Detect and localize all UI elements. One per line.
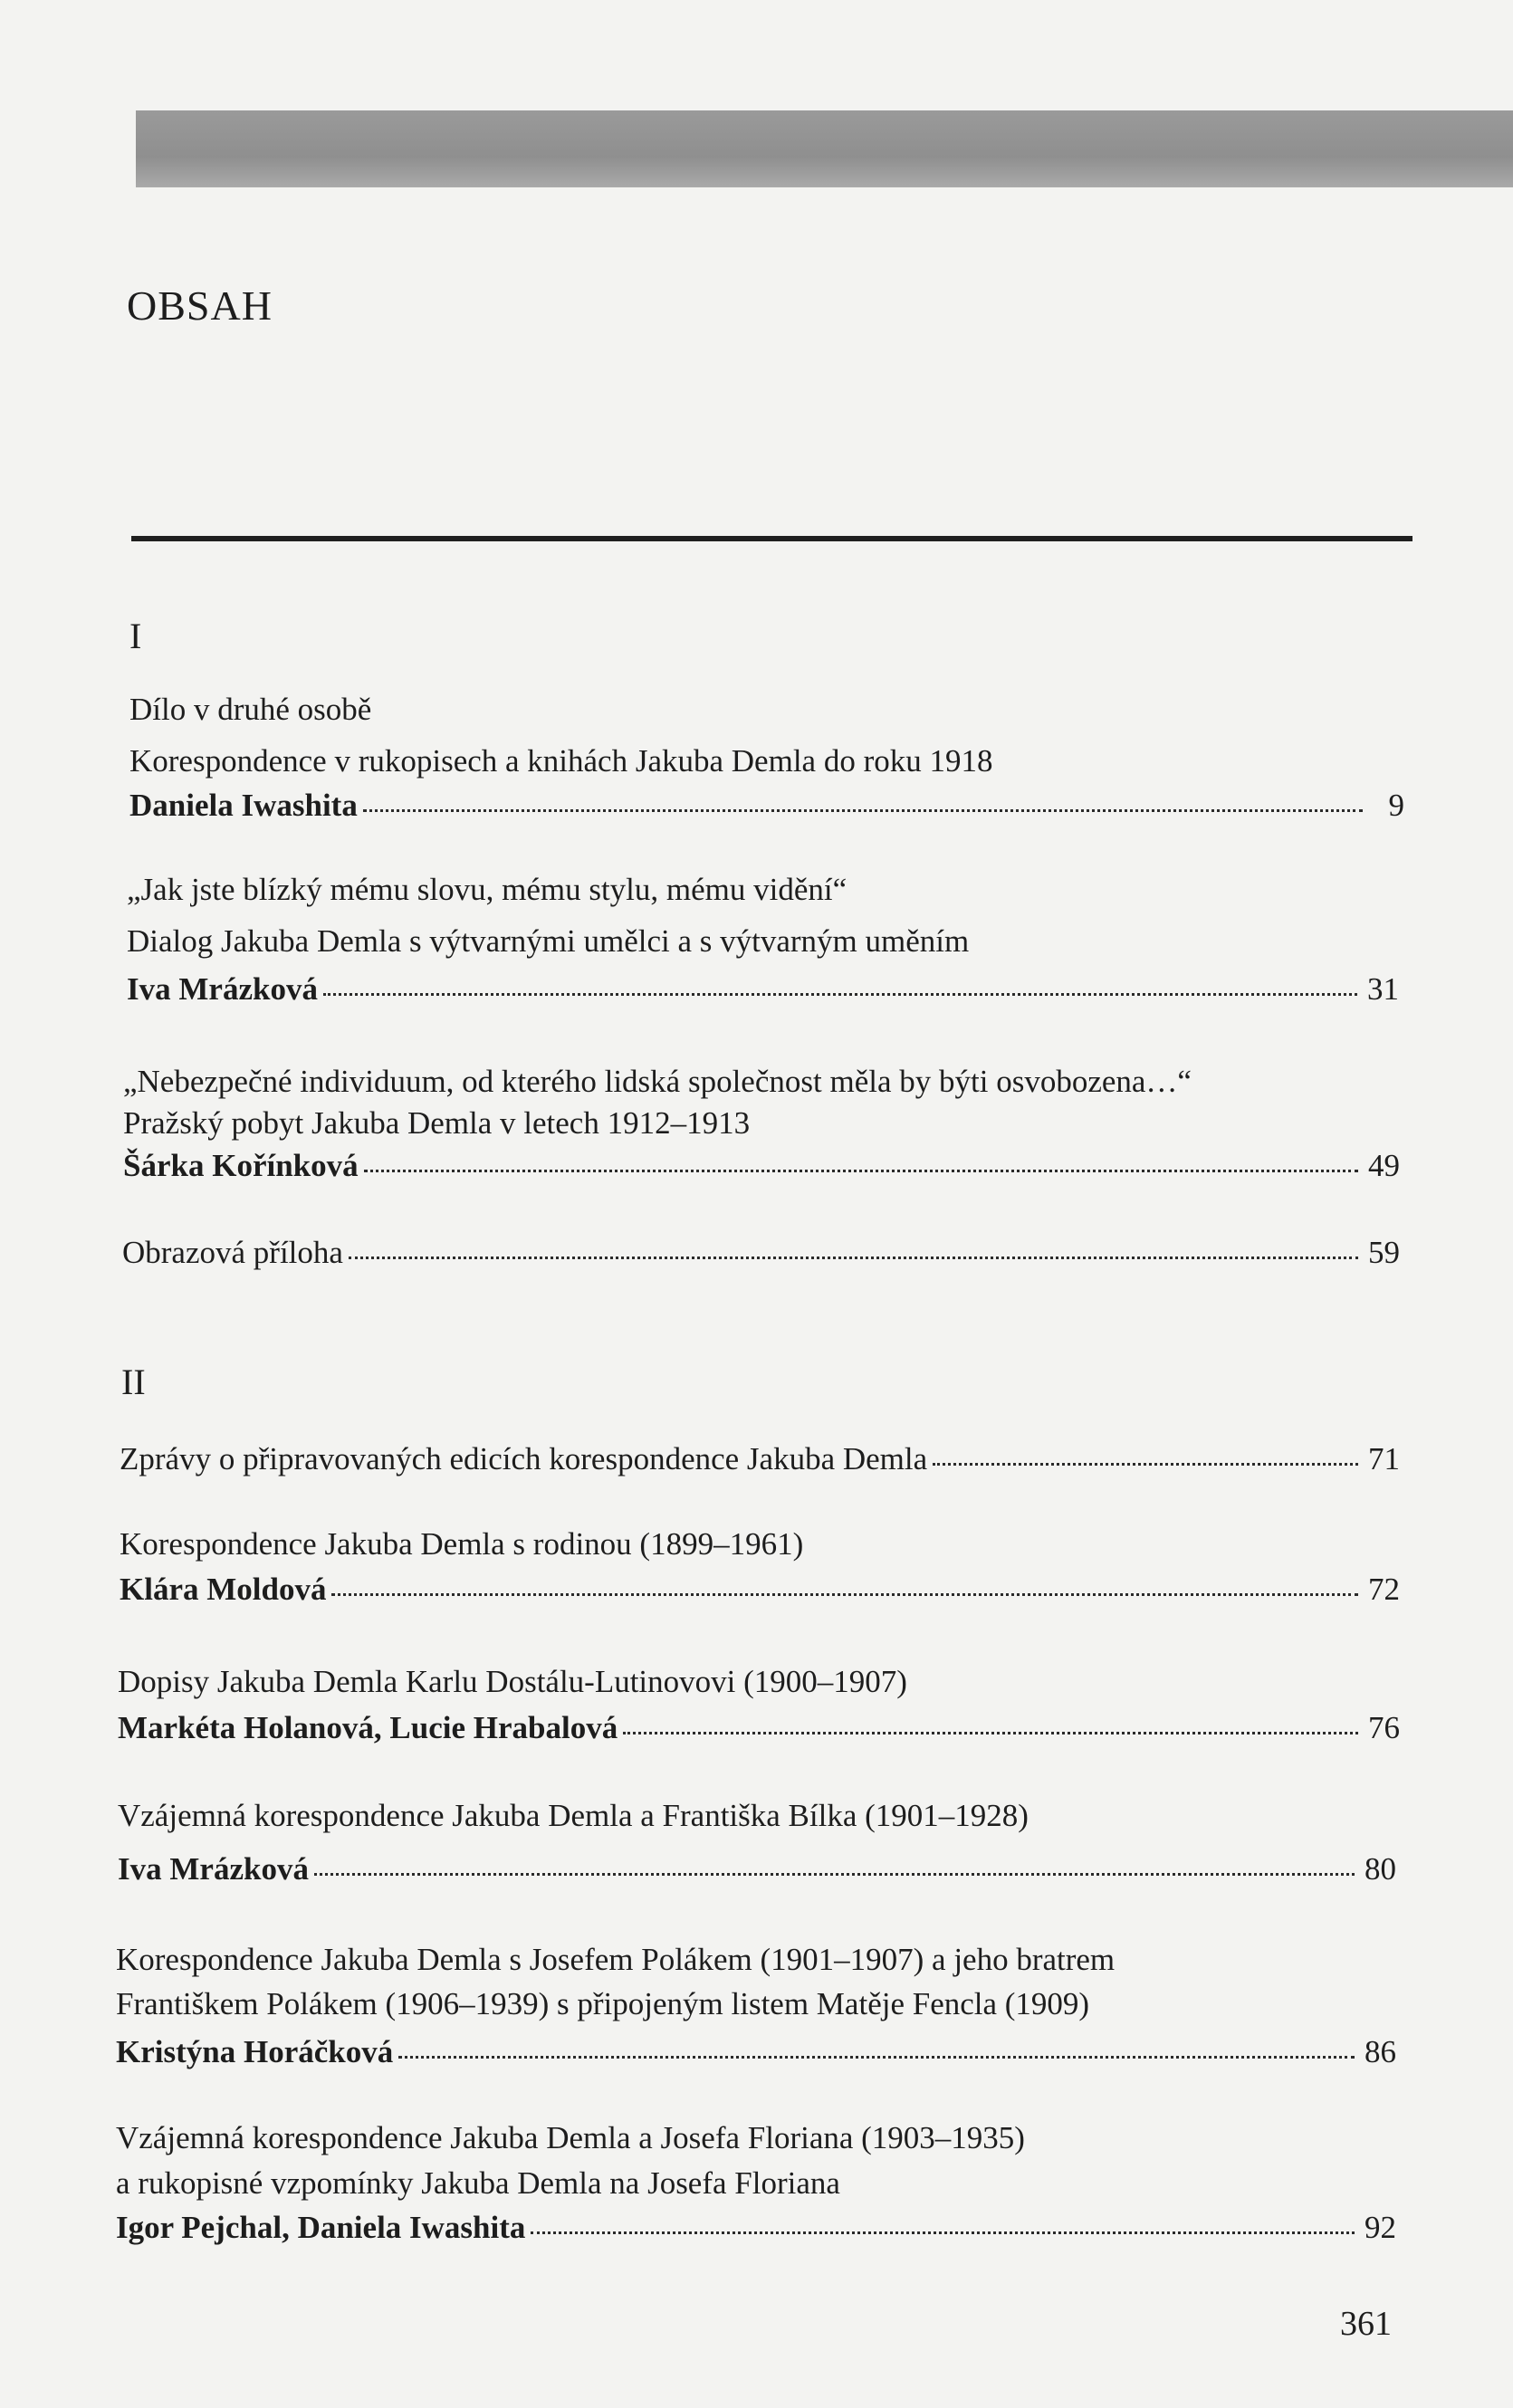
- page-number: 80: [1365, 1851, 1396, 1887]
- entry-title-line: Dialog Jakuba Demla s výtvarnými umělci a s výtvarným uměním: [127, 923, 970, 959]
- toc-entry-author[interactable]: [129, 789, 1404, 821]
- page-number: 72: [1368, 1572, 1400, 1607]
- page-number: 49: [1368, 1148, 1400, 1183]
- entry-title: Zprávy o připravovaných edicích korespondence Jakuba Demla: [120, 1441, 928, 1476]
- entry-title-line: Korespondence Jakuba Demla s Josefem Polákem (1901–1907) a jeho bratrem: [116, 1942, 1116, 1977]
- author-name: Iva Mrázková: [118, 1851, 309, 1887]
- entry-title-line: Pražský pobyt Jakuba Demla v letech 1912–1913: [123, 1105, 751, 1141]
- dot-leader: [398, 2056, 1355, 2059]
- toc-entry-author[interactable]: [116, 2212, 1396, 2243]
- page-number: 59: [1368, 1235, 1400, 1270]
- author-name: Šárka Kořínková: [123, 1148, 359, 1183]
- dot-leader: [531, 2231, 1355, 2234]
- dot-leader: [623, 1732, 1358, 1734]
- toc-entry-author[interactable]: [118, 1712, 1400, 1744]
- toc-entry[interactable]: [120, 1443, 1400, 1475]
- author-name: Klára Moldová: [120, 1572, 327, 1607]
- author-name: Igor Pejchal, Daniela Iwashita: [116, 2210, 526, 2245]
- page-folio: 361: [1340, 2305, 1392, 2343]
- entry-title-line: Korespondence v rukopisech a knihách Jakuba Demla do roku 1918: [129, 743, 993, 779]
- toc-entry-author[interactable]: [118, 1853, 1396, 1885]
- page-number: 71: [1368, 1441, 1400, 1476]
- toc-entry-author[interactable]: [116, 2036, 1396, 2068]
- entry-title-line: a rukopisné vzpomínky Jakuba Demla na Josefa Floriana: [116, 2165, 840, 2201]
- dot-leader: [314, 1873, 1355, 1876]
- author-name: Kristýna Horáčková: [116, 2034, 394, 2069]
- toc-entry[interactable]: [122, 1237, 1400, 1268]
- section-number: II: [121, 1362, 146, 1402]
- toc-entry-author[interactable]: [127, 973, 1399, 1005]
- page-number: 9: [1388, 788, 1404, 823]
- dot-leader: [323, 993, 1357, 996]
- bleed-through-band: [136, 110, 1513, 187]
- entry-title-line: Vzájemná korespondence Jakuba Demla a Josefa Floriana (1903–1935): [116, 2120, 1025, 2155]
- page-title: OBSAH: [127, 282, 273, 329]
- toc-entry-author[interactable]: [120, 1573, 1400, 1605]
- dot-leader: [331, 1593, 1358, 1596]
- dot-leader: [933, 1463, 1358, 1466]
- entry-title-line: Korespondence Jakuba Demla s rodinou (1899–1961): [120, 1526, 804, 1562]
- entry-title-line: Vzájemná korespondence Jakuba Demla a Františka Bílka (1901–1928): [118, 1798, 1029, 1833]
- toc-entry-author[interactable]: [123, 1150, 1400, 1181]
- page-number: 92: [1365, 2210, 1396, 2245]
- entry-title-line: Františkem Polákem (1906–1939) s připojeným listem Matěje Fencla (1909): [116, 1986, 1090, 2021]
- page-number: 76: [1368, 1710, 1400, 1745]
- entry-title-line: Dopisy Jakuba Demla Karlu Dostálu-Lutinovovi (1900–1907): [118, 1664, 907, 1699]
- author-name: Markéta Holanová, Lucie Hrabalová: [118, 1710, 618, 1745]
- page-number: 31: [1367, 971, 1399, 1007]
- section-number: I: [129, 616, 142, 656]
- dot-leader: [363, 809, 1363, 812]
- author-name: Daniela Iwashita: [129, 788, 358, 823]
- title-rule: [131, 536, 1412, 541]
- entry-title: Obrazová příloha: [122, 1235, 343, 1270]
- entry-title-line: „Nebezpečné individuum, od kterého lidská společnost měla by býti osvobozena…“: [123, 1064, 1192, 1099]
- page-number: 86: [1365, 2034, 1396, 2069]
- entry-title-line: „Jak jste blízký mému slovu, mému stylu, mému vidění“: [127, 872, 847, 907]
- dot-leader: [349, 1257, 1358, 1259]
- entry-title-line: Dílo v druhé osobě: [129, 692, 372, 727]
- author-name: Iva Mrázková: [127, 971, 318, 1007]
- dot-leader: [364, 1170, 1358, 1172]
